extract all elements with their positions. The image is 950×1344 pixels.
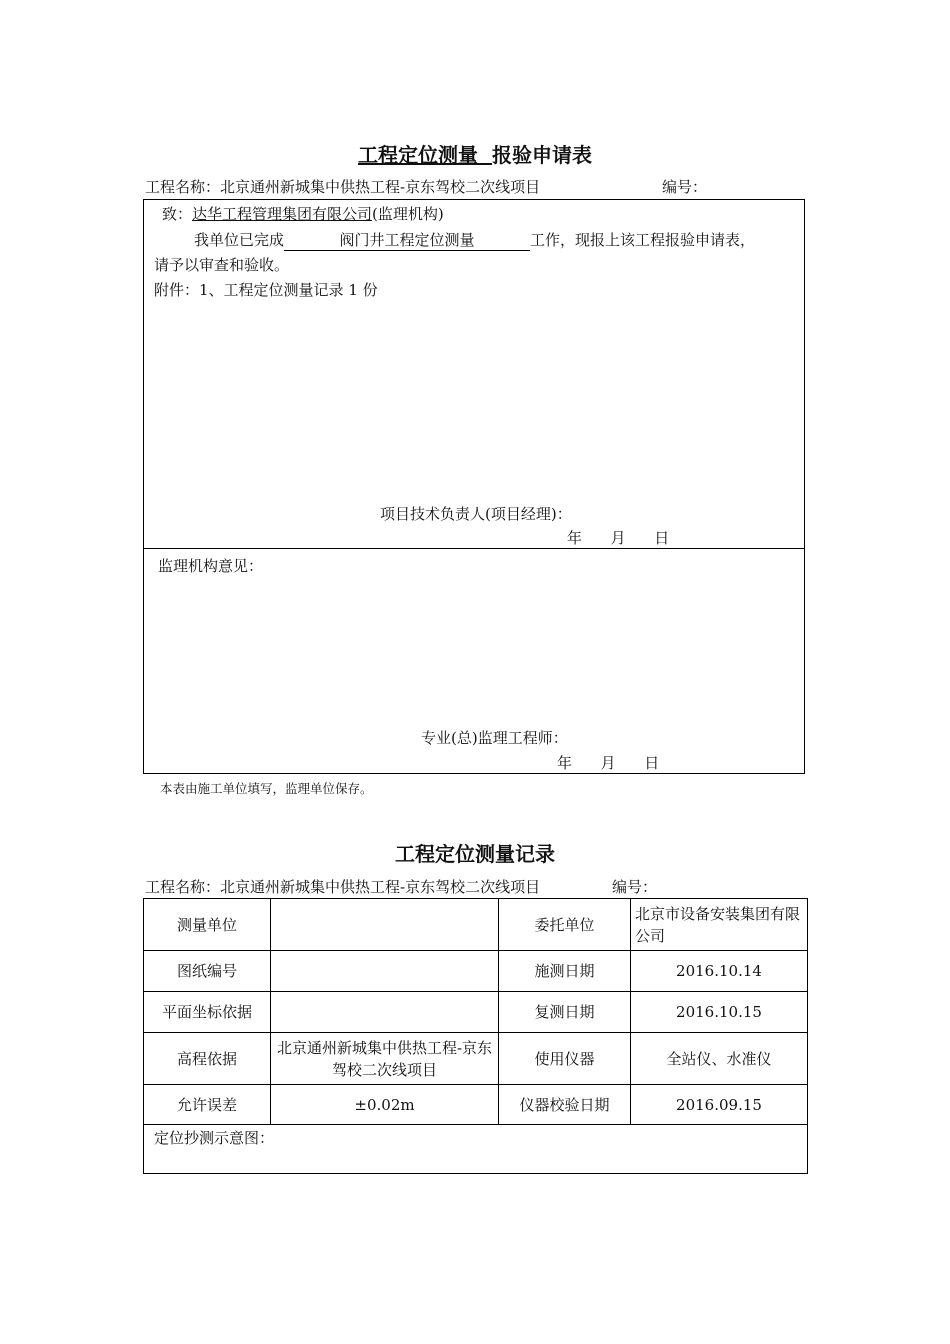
form1-addressee (162, 203, 444, 224)
body-item: 阀门井工程定位测量 (284, 229, 530, 251)
form1-title-gap (478, 143, 492, 167)
form2-project-name: 工程名称：北京通州新城集中供热工程-京东驾校二次线项目 (145, 878, 541, 896)
addressee-suffix: (监理机构) (372, 205, 444, 223)
table-row (144, 1125, 808, 1174)
form1-number-label: 编号： (662, 178, 708, 196)
tolerance-value: ±0.02m (271, 1085, 499, 1125)
form1-footnote: 本表由施工单位填写，监理单位保存。 (160, 781, 373, 796)
form1-body-line2: 请予以审查和验收。 (154, 256, 290, 274)
supervisor-engineer-label: 专业(总)监理工程师： (421, 729, 568, 747)
row-label: 测量单位 (144, 899, 271, 951)
elevation-basis-value: 北京通州新城集中供热工程-京东驾校二次线项目 (271, 1033, 499, 1085)
form1-title-part2: 报验申请表 (491, 143, 592, 167)
table-row (144, 899, 808, 951)
row-label: 允许误差 (144, 1085, 271, 1125)
row-label: 使用仪器 (499, 1033, 631, 1085)
row-label: 高程依据 (144, 1033, 271, 1085)
instrument-value: 全站仪、水准仪 (631, 1033, 808, 1085)
table-row (144, 1085, 808, 1125)
calibration-date-value: 2016.09.15 (631, 1085, 808, 1125)
body-prefix: 我单位已完成 (194, 231, 285, 249)
row-label: 委托单位 (499, 899, 631, 951)
supervisor-opinion-label: 监理机构意见： (158, 557, 264, 575)
table-row (144, 1033, 808, 1085)
form2-title: 工程定位测量记录 (395, 842, 555, 866)
survey-record-table (143, 898, 808, 1174)
form1-attachment: 附件：1、工程定位测量记录 1 份 (154, 281, 378, 299)
sketch-label: 定位抄测示意图： (144, 1125, 808, 1174)
row-value (271, 899, 499, 951)
form1-title-part1: 工程定位测量 (358, 143, 479, 167)
addressee-org: 达华工程管理集团有限公司 (192, 205, 373, 223)
survey-date-value: 2016.10.14 (631, 951, 808, 992)
table-row (144, 992, 808, 1033)
row-label: 图纸编号 (144, 951, 271, 992)
body-suffix: 工作，现报上该工程报验申请表， (530, 231, 756, 249)
row-label: 仪器校验日期 (499, 1085, 631, 1125)
date-line-2: 年 月 日 (557, 754, 660, 772)
table-row (144, 951, 808, 992)
row-label: 施测日期 (499, 951, 631, 992)
form1-title (0, 139, 950, 168)
row-value (271, 951, 499, 992)
row-label: 复测日期 (499, 992, 631, 1033)
addressee-prefix: 致： (162, 205, 193, 223)
client-unit-value: 北京市设备安装集团有限公司 (631, 899, 808, 951)
resurvey-date-value: 2016.10.15 (631, 992, 808, 1033)
tech-lead-signature-label: 项目技术负责人(项目经理)： (380, 505, 572, 523)
form2-number-label: 编号： (612, 878, 658, 896)
row-label: 平面坐标依据 (144, 992, 271, 1033)
row-value (271, 992, 499, 1033)
form1-project-name: 工程名称：北京通州新城集中供热工程-京东驾校二次线项目 (145, 178, 541, 196)
date-line-1: 年 月 日 (567, 529, 670, 547)
form1-application-box (143, 199, 805, 549)
form1-body-line1 (194, 229, 755, 251)
